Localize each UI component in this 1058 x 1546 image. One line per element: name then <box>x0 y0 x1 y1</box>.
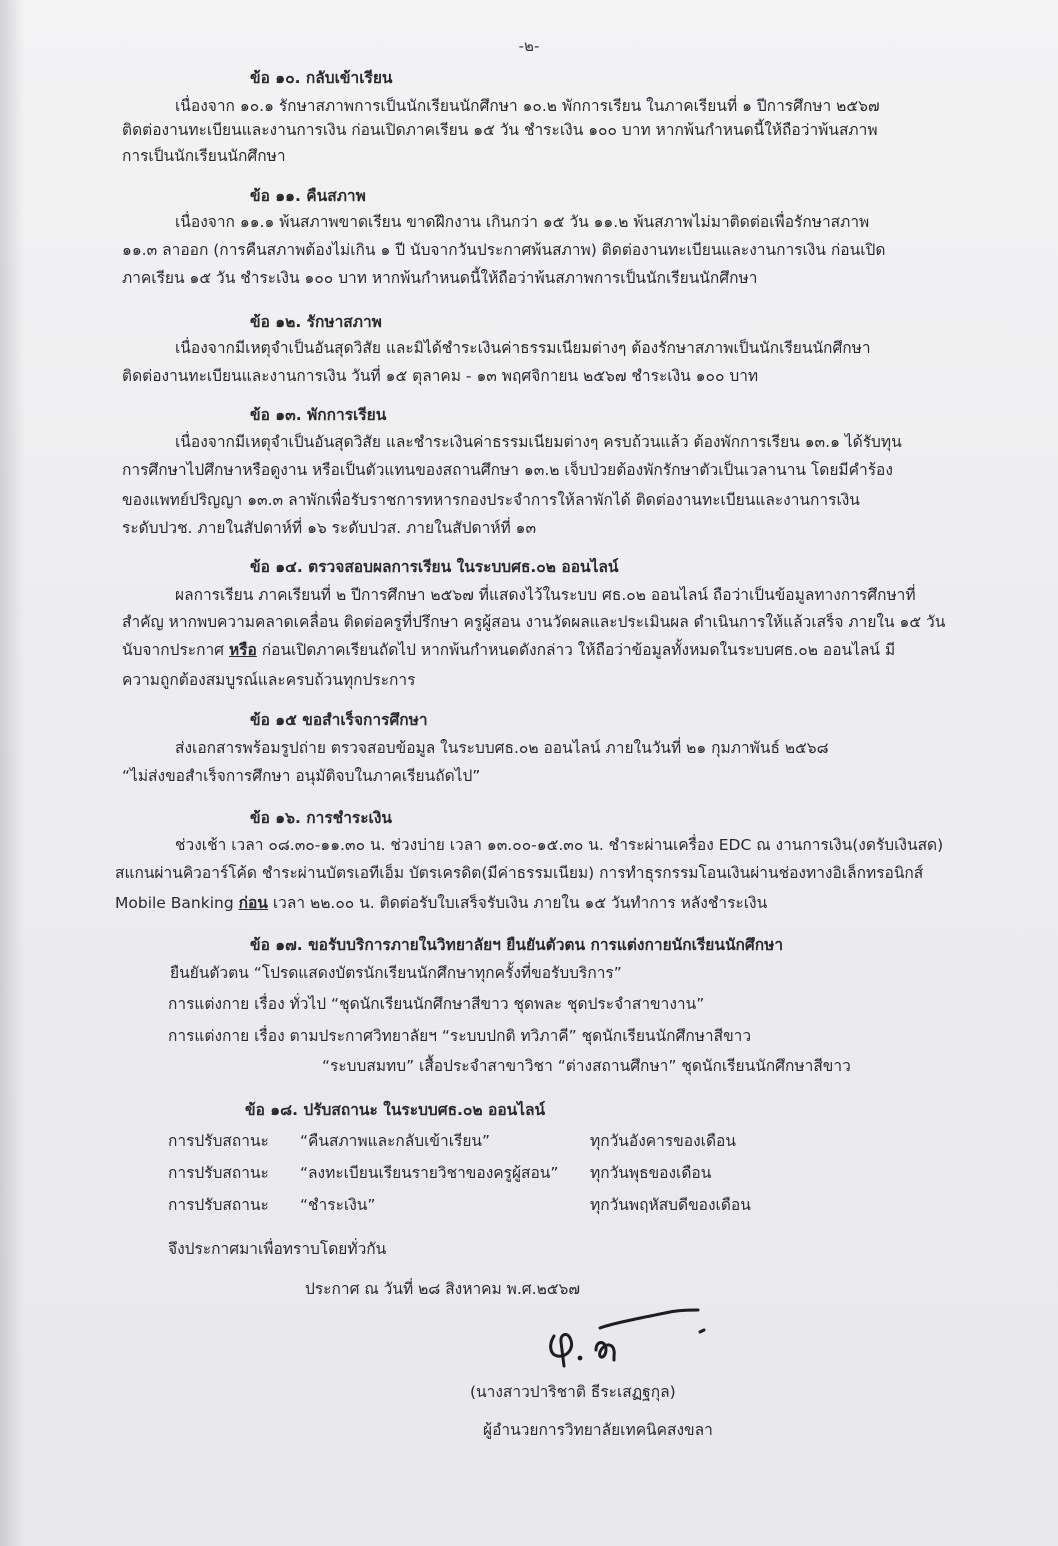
section-16-before-emphasis: ก่อน <box>238 894 268 912</box>
section-17-line-1: ยืนยันตัวตน “โปรดแสดงบัตรนักเรียนนักศึกษาทุกครั้งที่ขอรับบริการ” <box>170 964 622 982</box>
section-17-heading: ข้อ ๑๗. ขอรับบริการภายในวิทยาลัยฯ ยืนยันตัวตน การแต่งกายนักเรียนนักศึกษา <box>250 936 784 954</box>
section-14-line-2: สำคัญ หากพบความคลาดเคลื่อน ติดต่อครูที่ปรึกษา ครูผู้สอน งานวัดผลและประเมินผล ดำเนินการให้แล้วเสร็จ ภายใน ๑๕ วัน <box>122 613 946 631</box>
section-11-heading: ข้อ ๑๑. คืนสภาพ <box>250 187 366 205</box>
section-16-line-3 <box>115 893 767 913</box>
section-13-heading: ข้อ ๑๓. พักการเรียน <box>250 406 387 424</box>
section-13-line-2: การศึกษาไปศึกษาหรือดูงาน หรือเป็นตัวแทนของสถานศึกษา ๑๓.๒ เจ็บป่วยต้องพักรักษาตัวเป็นเวลานาน โดยมีคำร้อง <box>122 461 893 479</box>
page-shadow <box>0 0 24 1546</box>
section-10-heading: ข้อ ๑๐. กลับเข้าเรียน <box>250 69 393 87</box>
status-row-label: การปรับสถานะ <box>168 1164 269 1182</box>
signer-name: (นางสาวปาริชาติ ธีระเสฏฐกุล) <box>470 1383 676 1401</box>
section-14-line-3-start: นับจากประกาศ <box>122 641 225 659</box>
status-row-label: การปรับสถานะ <box>168 1196 269 1214</box>
section-14-heading: ข้อ ๑๔. ตรวจสอบผลการเรียน ในระบบศธ.๐๒ ออนไลน์ <box>250 558 619 576</box>
section-12-line-2: ติดต่องานทะเบียนและงานการเงิน วันที่ ๑๕ ตุลาคม - ๑๓ พฤศจิกายน ๒๕๖๗ ชำระเงิน ๑๐๐ บาท <box>122 367 759 385</box>
section-18-heading: ข้อ ๑๘. ปรับสถานะ ในระบบศธ.๐๒ ออนไลน์ <box>245 1101 546 1119</box>
status-row-label: การปรับสถานะ <box>168 1132 269 1150</box>
section-13-line-4: ระดับปวช. ภายในสัปดาห์ที่ ๑๖ ระดับปวส. ภายในสัปดาห์ที่ ๑๓ <box>122 519 537 537</box>
section-14-line-4: ความถูกต้องสมบูรณ์และครบถ้วนทุกประการ <box>122 671 416 689</box>
section-14-line-3-end: ก่อนเปิดภาคเรียนถัดไป หากพ้นกำหนดดังกล่าว ให้ถือว่าข้อมูลทั้งหมดในระบบศธ.๐๒ ออนไลน์ มี <box>261 641 896 659</box>
section-11-line-2: ๑๑.๓ ลาออก (การคืนสภาพต้องไม่เกิน ๑ ปี นับจากวันประกาศพ้นสภาพ) ติดต่องานทะเบียนและงานการเงิน ก่อนเปิด <box>122 241 886 259</box>
section-11-line-3: ภาคเรียน ๑๕ วัน ชำระเงิน ๑๐๐ บาท หากพ้นกำหนดนี้ให้ถือว่าพ้นสภาพการเป็นนักเรียนนักศึกษา <box>122 269 758 287</box>
section-15-line-2: “ไม่ส่งขอสำเร็จการศึกษา อนุมัติจบในภาคเรียนถัดไป” <box>122 767 481 785</box>
section-14-line-1: ผลการเรียน ภาคเรียนที่ ๒ ปีการศึกษา ๒๕๖๗ ที่แสดงไว้ในระบบ ศธ.๐๒ ออนไลน์ ถือว่าเป็นข้อมูลทางการศึกษาที่ <box>175 586 916 604</box>
section-17-line-3: การแต่งกาย เรื่อง ตามประกาศวิทยาลัยฯ “ระบบปกติ ทวิภาคี” ชุดนักเรียนนักศึกษาสีขาว <box>168 1027 752 1045</box>
section-10-line-3: การเป็นนักเรียนนักศึกษา <box>122 147 286 165</box>
section-13-line-3: ของแพทย์ปริญญา ๑๓.๓ ลาพักเพื่อรับราชการทหารกองประจำการให้ลาพักได้ ติดต่องานทะเบียนและงานการเงิน <box>122 491 860 509</box>
section-13-line-1: เนื่องจากมีเหตุจำเป็นอันสุดวิสัย และชำระเงินค่าธรรมเนียมต่างๆ ครบถ้วนแล้ว ต้องพักการเรียน ๑๓.๑ ได้รับทุน <box>175 433 902 451</box>
section-11-line-1: เนื่องจาก ๑๑.๑ พ้นสภาพขาดเรียน ขาดฝึกงาน เกินกว่า ๑๕ วัน ๑๑.๒ พ้นสภาพไม่มาติดต่อเพื่อรักษาสภาพ <box>175 213 870 231</box>
section-12-line-1: เนื่องจากมีเหตุจำเป็นอันสุดวิสัย และมิได้ชำระเงินค่าธรรมเนียมต่างๆ ต้องรักษาสภาพเป็นนักเรียนนักศึกษา <box>175 339 871 357</box>
status-row-when: ทุกวันอังคารของเดือน <box>590 1132 736 1150</box>
section-16-mobile-banking: Mobile Banking <box>115 894 234 912</box>
section-10-line-2: ติดต่องานทะเบียนและงานการเงิน ก่อนเปิดภาคเรียน ๑๕ วัน ชำระเงิน ๑๐๐ บาท หากพ้นกำหนดนี้ให้ถือว่าพ้นสภาพ <box>122 121 878 139</box>
section-17-line-2: การแต่งกาย เรื่อง ทั่วไป “ชุดนักเรียนนักศึกษาสีขาว ชุดพละ ชุดประจำสาขางาน” <box>168 995 705 1013</box>
section-14-line-3 <box>122 640 895 660</box>
status-row-when: ทุกวันพฤหัสบดีของเดือน <box>590 1196 751 1214</box>
status-row-item: “ชำระเงิน” <box>300 1196 376 1214</box>
signature-image <box>540 1306 730 1376</box>
closing-statement: จึงประกาศมาเพื่อทราบโดยทั่วกัน <box>168 1240 387 1258</box>
page-number: -๒- <box>518 37 540 55</box>
section-16-line-3-end: เวลา ๒๒.๐๐ น. ติดต่อรับใบเสร็จรับเงิน ภายใน ๑๕ วันทำการ หลังชำระเงิน <box>272 894 768 912</box>
status-row-when: ทุกวันพุธของเดือน <box>590 1164 712 1182</box>
section-10-line-1: เนื่องจาก ๑๐.๑ รักษาสภาพการเป็นนักเรียนนักศึกษา ๑๐.๒ พักการเรียน ในภาคเรียนที่ ๑ ปีการศึกษา ๒๕๖๗ <box>175 97 880 115</box>
section-16-heading: ข้อ ๑๖. การชำระเงิน <box>250 809 393 827</box>
section-14-or-emphasis: หรือ <box>228 641 257 659</box>
section-16-line-2: สแกนผ่านคิวอาร์โค้ด ชำระผ่านบัตรเอทีเอ็ม บัตรเครดิต(มีค่าธรรมเนียม) การทำธุรกรรมโอนเงินผ่านช่องทางอิเล็กทรอนิกส์ <box>115 864 924 882</box>
announcement-date: ประกาศ ณ วันที่ ๒๘ สิงหาคม พ.ศ.๒๕๖๗ <box>305 1280 581 1298</box>
section-17-line-4: “ระบบสมทบ” เสื้อประจำสาขาวิชา “ต่างสถานศึกษา” ชุดนักเรียนนักศึกษาสีขาว <box>322 1057 851 1075</box>
section-15-heading: ข้อ ๑๕ ขอสำเร็จการศึกษา <box>250 711 428 729</box>
signer-title: ผู้อำนวยการวิทยาลัยเทคนิคสงขลา <box>483 1421 713 1439</box>
section-16-line-1: ช่วงเช้า เวลา ๐๘.๓๐-๑๑.๓๐ น. ช่วงบ่าย เวลา ๑๓.๐๐-๑๕.๓๐ น. ชำระผ่านเครื่อง EDC ณ งานการเงิน(งดรับเงินสด) <box>175 836 944 854</box>
status-row-item: “ลงทะเบียนเรียนรายวิชาของครูผู้สอน” <box>300 1164 559 1182</box>
section-15-line-1: ส่งเอกสารพร้อมรูปถ่าย ตรวจสอบข้อมูล ในระบบศธ.๐๒ ออนไลน์ ภายในวันที่ ๒๑ กุมภาพันธ์ ๒๕๖๘ <box>175 739 829 757</box>
status-row-item: “คืนสภาพและกลับเข้าเรียน” <box>300 1132 491 1150</box>
section-12-heading: ข้อ ๑๒. รักษาสภาพ <box>250 313 382 331</box>
